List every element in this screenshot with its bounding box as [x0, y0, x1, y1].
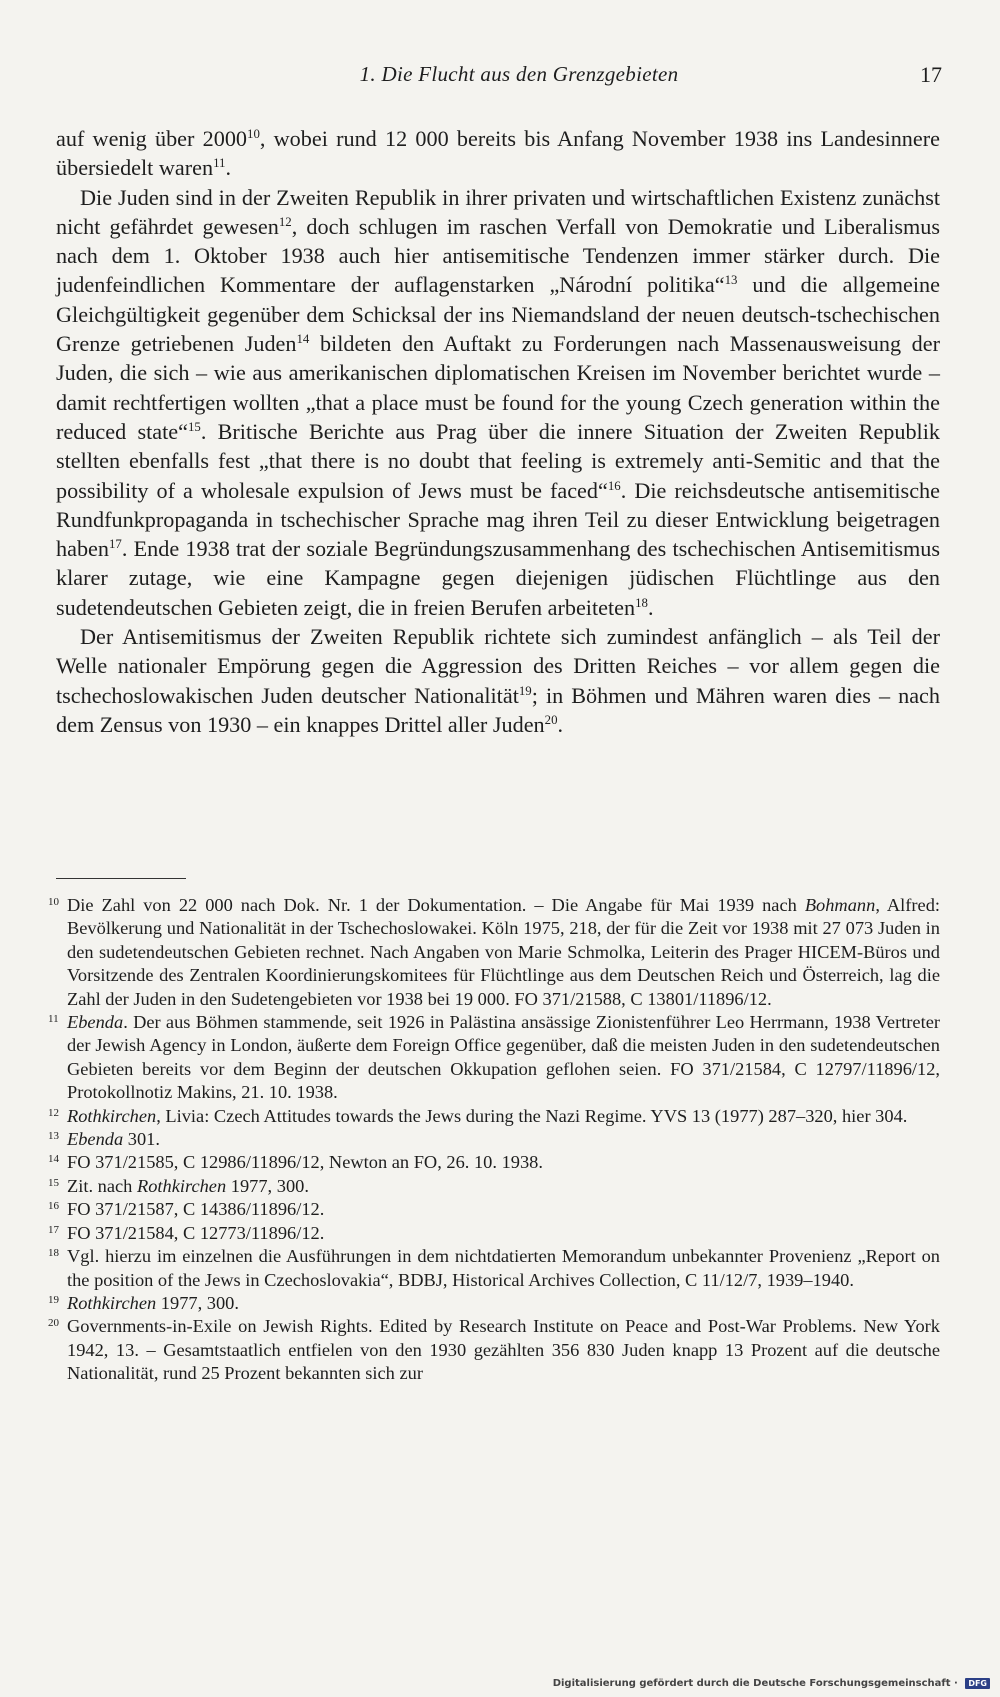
footnote-ref: 11 — [213, 156, 226, 171]
dfg-logo-icon: DFG — [965, 1678, 990, 1689]
text-run: . Der aus Böhmen stammende, seit 1926 in Palästina ansässige Zionistenführer Leo Herrmann, 1938 Vertreter der Jewish Agency in London, äußerte dem Foreign Office gegenüber, daß die meisten Juden in den sudetendeutschen Gebieten bereits vor dem Beginn der deutschen Okkupation geflohen seien. FO 371/21584, C 12797/11896/12, Protokollnotiz Makins, 21. 10. 1938. — [67, 1012, 940, 1103]
text-run: FO 371/21584, C 12773/11896/12. — [67, 1222, 325, 1243]
footnote-ref: 10 — [247, 127, 260, 142]
text-run: Vgl. hierzu im einzelnen die Ausführungen in dem nichtdatierten Memorandum unbekannter Provenienz „Report on the position of the Jews in Czechoslovakia“, BDBJ, Historical Archives Collection, C 11/12/7, 1939–1940. — [67, 1246, 940, 1290]
text-run: 301. — [123, 1129, 160, 1150]
running-head: 1. Die Flucht aus den Grenzgebieten — [359, 62, 679, 86]
text-run: . Ende 1938 trat der soziale Begründungszusammenhang des tschechischen Antisemitismus klarer zutage, wie eine Kampagne gegen diejenigen jüdischen Flüchtlinge aus den sudetendeutschen Gebieten zeigt, die in freien Berufen arbeiteten — [56, 536, 940, 620]
footnote-number: 15 — [48, 1176, 59, 1189]
footnote-18 — [48, 1245, 940, 1292]
page-number: 17 — [920, 62, 942, 87]
page-header — [56, 62, 942, 96]
footnote-19 — [48, 1292, 940, 1315]
footnote-16 — [48, 1198, 940, 1221]
text-run: Die Juden sind in der Zweiten Republik in ihrer privaten und wirtschaftlichen Existenz zunächst nicht gefährdet gewesen — [56, 184, 940, 239]
text-run: und die allgemeine Gleichgültigkeit gegenüber dem Schicksal der ins Niemandsland der neuen deutsch-tschechischen Grenze getriebenen Juden — [56, 272, 940, 357]
text-run: 1977, 300. — [156, 1292, 239, 1313]
footnote-number: 14 — [48, 1153, 59, 1166]
text-run: ; in Böhmen und Mähren waren dies – nach dem Zensus von 1930 – ein knappes Drittel aller Juden — [56, 682, 940, 737]
footnote-ref: 12 — [278, 214, 292, 229]
italic-text: Rothkirchen — [136, 1175, 227, 1196]
text-run: , doch schlugen im raschen Verfall von Demokratie und Liberalismus nach dem 1. Oktober 1938 auch hier antisemitische Tendenzen immer stärker durch. Die judenfeindlichen Kommentare der auflagenstarken „Národní politika“ — [56, 213, 940, 298]
footnote-number: 10 — [48, 896, 59, 908]
footnote-number: 12 — [48, 1106, 59, 1119]
text-run: , Livia: Czech Attitudes towards the Jews during the Nazi Regime. YVS 13 (1977) 287–320, hier 304. — [156, 1105, 908, 1126]
italic-text: Ebenda — [67, 1129, 124, 1150]
paragraph-2 — [56, 183, 940, 622]
footnote-ref: 15 — [187, 420, 201, 434]
text-run: Zit. nach — [67, 1175, 137, 1196]
footnote-ref: 20 — [544, 712, 558, 727]
paragraph-1 — [56, 124, 940, 183]
footnote-ref: 19 — [518, 683, 532, 698]
footnote-12 — [48, 1105, 940, 1128]
footnote-number: 16 — [48, 1200, 59, 1213]
footnote-number: 19 — [48, 1293, 59, 1306]
italic-text: Rothkirchen — [67, 1105, 157, 1126]
footnote-number: 20 — [48, 1317, 59, 1330]
footnote-number: 11 — [48, 1013, 59, 1026]
text-run: Governments-in-Exile on Jewish Rights. Edited by Research Institute on Peace and Post-War Problems. New York 1942, 13. – Gesamtstaatlich entfielen von den 1930 gezählten 356 830 Juden knapp 13 Prozent auf die deutsche Nationalität, rund 25 Prozent bekannten sich zur — [67, 1316, 940, 1384]
footnote-17 — [48, 1222, 940, 1245]
text-run: Der Antisemitismus der Zweiten Republik richtete sich zumindest anfänglich – als Teil der Welle nationaler Empörung gegen die Aggression des Dritten Reiches – vor allem gegen die tschechoslowakischen Juden deutscher Nationalität — [56, 624, 940, 708]
text-run: , Alfred: Bevölkerung und Nationalität in der Tschechoslowakei. Köln 1975, 218, der für die Zeit vor 1938 mit 27 073 Juden in den sudetendeutschen Gebieten rechnet. Nach Angaben von Marie Schmolka, Leiterin des Prager HICEM-Büros und Vorsitzende des Zentralen Koordinierungskomitees für Flüchtlinge aus dem Deutschen Reich und Österreich, lag die Zahl der Juden in den Sudetengebieten vor 1938 bei 19 000. FO 371/21588, C 13801/11896/12. — [67, 895, 940, 1009]
text-run: . Die reichsdeutsche antisemitische Rundfunkpropaganda in tschechischer Sprache mag ihren Teil zu dieser Entwicklung beigetragen haben — [56, 477, 940, 562]
footnote-10 — [48, 894, 940, 1011]
text-run: Die Zahl von 22 000 nach Dok. Nr. 1 der Dokumentation. – Die Angabe für Mai 1939 nach — [67, 895, 805, 915]
footnote-15 — [48, 1175, 940, 1198]
text-run: auf wenig über 2000 — [56, 126, 248, 151]
footnote-ref: 17 — [108, 537, 122, 552]
text-run: FO 371/21585, C 12986/11896/12, Newton an FO, 26. 10. 1938. — [67, 1152, 543, 1173]
italic-text: Bohmann — [804, 895, 876, 915]
footnote-ref: 18 — [635, 595, 648, 610]
footnote-separator — [56, 878, 186, 879]
italic-text: Ebenda — [67, 1012, 124, 1033]
footnote-ref: 16 — [607, 478, 621, 493]
text-run: 1977, 300. — [226, 1175, 309, 1196]
digitization-credit — [553, 1678, 990, 1689]
credit-text: Digitalisierung gefördert durch die Deutsche Forschungsgemeinschaft · — [552, 1678, 958, 1689]
footnote-20 — [48, 1315, 940, 1385]
footnote-number: 17 — [48, 1223, 59, 1236]
text-run: . — [225, 155, 232, 181]
footnotes — [48, 894, 940, 1386]
text-run: . Britische Berichte aus Prag über die innere Situation der Zweiten Republik stellten ebenfalls fest „that there is no doubt that feeling is extremely anti-Semitic and that the possibility of a wholesale expulsion of Jews must be faced“ — [56, 418, 940, 503]
paragraph-3 — [56, 622, 940, 739]
footnote-11 — [48, 1011, 940, 1105]
footnote-ref: 13 — [724, 273, 738, 288]
text-run: . — [647, 594, 654, 620]
text-run: FO 371/21587, C 14386/11896/12. — [67, 1199, 325, 1220]
footnote-ref: 14 — [296, 332, 310, 347]
text-run: , wobei rund 12 000 bereits bis Anfang November 1938 ins Landesinnere übersiedelt waren — [56, 126, 940, 181]
italic-text: Rothkirchen — [67, 1292, 157, 1313]
footnote-number: 18 — [48, 1247, 59, 1260]
footnote-13 — [48, 1128, 940, 1151]
text-run: bildeten den Auftakt zu Forderungen nach Massenausweisung der Juden, die sich – wie aus amerikanischen diplomatischen Kreisen im November berichtet wurde – damit rechtfertigen wollten „that a place must be found for the young Czech generation within the reduced state“ — [56, 331, 940, 444]
body-text — [56, 124, 940, 739]
text-run: . — [557, 711, 564, 737]
footnote-14 — [48, 1151, 940, 1174]
footnote-number: 13 — [48, 1130, 59, 1143]
